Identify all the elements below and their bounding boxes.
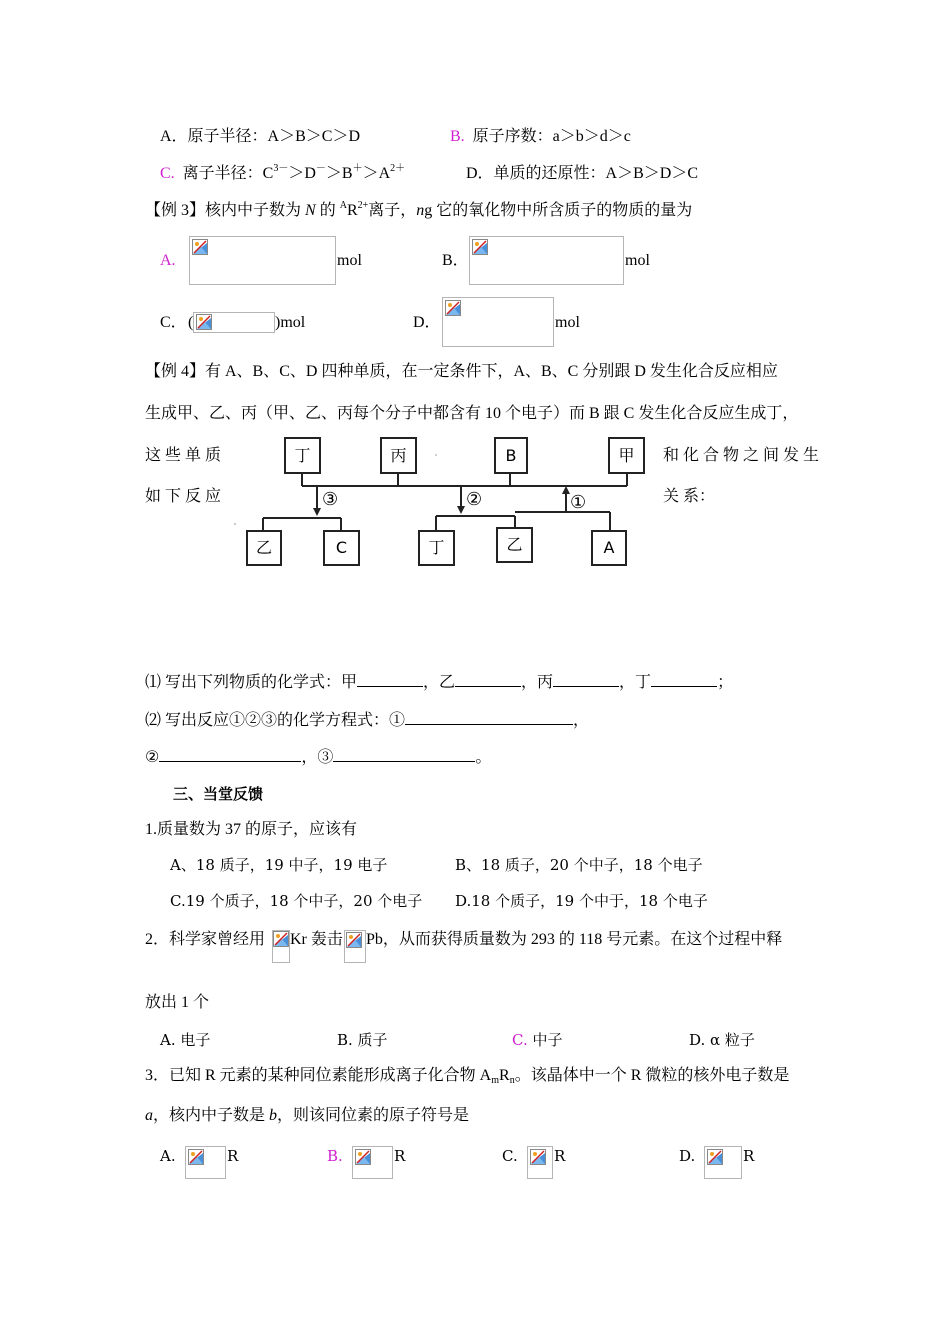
question-text: ，核内中子数是	[153, 1107, 266, 1124]
reaction-label-2: ②	[466, 489, 483, 509]
fb-q2-text-b: Pb，从而获得质量数为 293 的 118 号元素。在这个过程中释	[366, 931, 783, 948]
fb-q1-option-b: B、18 质子，20 个中子，18 个电子	[455, 856, 703, 874]
question-text: ，丙	[521, 674, 554, 691]
diagram-box-b: B	[494, 437, 528, 474]
option-text: ＞B	[325, 165, 353, 182]
option-text: 中子	[532, 1031, 563, 1049]
fb-q2-option-c	[512, 1030, 563, 1050]
question-text: ②	[145, 749, 160, 766]
answer-blank[interactable]	[333, 747, 475, 762]
example-label: 【例 3】	[145, 202, 206, 219]
fb-q3-option-c-symbol: R	[554, 1147, 566, 1165]
ex4-q1	[145, 672, 733, 693]
ex3-option-a-unit: mol	[337, 252, 362, 269]
superscript: 2+	[357, 200, 369, 211]
fb-q2-text-kr: Kr 轰击	[290, 931, 343, 948]
option-text: 离子半径：C	[182, 165, 274, 182]
question-text: 3．已知 R 元素的某种同位素能形成离子化合物 A	[145, 1067, 492, 1084]
answer-blank[interactable]	[159, 747, 301, 762]
question-text: ，则该同位素的原子符号是	[277, 1107, 470, 1124]
fb-q3-option-a-symbol: R	[227, 1147, 239, 1165]
diagram-box-jia: 甲	[608, 437, 645, 474]
fb-q2-option-a: A. 电子	[160, 1031, 211, 1049]
answer-blank[interactable]	[455, 672, 521, 687]
element-symbol: R	[499, 1067, 510, 1084]
answer-blank[interactable]	[651, 672, 717, 687]
ex4-q3	[145, 747, 491, 768]
question-text: ，乙	[423, 674, 456, 691]
fb-q1-option-d: D.18 个质子，19 个中于，18 个电子	[455, 892, 708, 910]
fb-q3-option-d-symbol: R	[743, 1147, 755, 1165]
answer-blank[interactable]	[405, 710, 573, 725]
element-symbol: R	[346, 202, 358, 219]
subscript: m	[491, 1075, 500, 1086]
broken-image-icon	[352, 1146, 393, 1179]
reaction-label-3: ③	[322, 489, 339, 509]
ex3-option-c-open: (	[188, 314, 194, 331]
ex3-option-b-unit: mol	[625, 252, 650, 269]
superscript: ＋	[352, 163, 363, 174]
fb-q2-line-2: 放出 1 个	[145, 994, 210, 1011]
variable-b: b	[269, 1107, 278, 1124]
question-text: 。该晶体中一个 R 微粒的核外电子数是	[514, 1067, 790, 1084]
ex3-option-a-letter: A.	[160, 252, 176, 269]
fb-q1-option-c: C.19 个质子，18 个中子，20 个电子	[170, 892, 423, 910]
fb-q2-option-b: B. 质子	[337, 1031, 388, 1049]
fb-q3-option-c-letter: C.	[502, 1147, 518, 1165]
diagram-box-yi-right: 乙	[496, 527, 533, 563]
answer-blank[interactable]	[357, 672, 423, 687]
variable-a: a	[145, 1107, 153, 1124]
broken-image-icon	[272, 930, 290, 963]
ex4-line-1: 【例 4】有 A、B、C、D 四种单质，在一定条件下，A、B、C 分别跟 D 发生化合反应相应	[145, 363, 778, 380]
fb-q2-text-a: 2．科学家曾经用	[145, 931, 266, 948]
question-text: ；	[717, 674, 734, 691]
diagram-box-c: C	[323, 530, 360, 566]
broken-image-icon	[704, 1146, 742, 1179]
question-text: ，	[573, 712, 590, 729]
reaction-label-1: ①	[570, 492, 587, 512]
variable-n: n	[416, 202, 425, 219]
diagram-box-ding-bottom: 丁	[418, 530, 455, 566]
ex4-line-2: 生成甲、乙、丙（甲、乙、丙每个分子中都含有 10 个电子）而 B 跟 C 发生化合反应生成丁，	[145, 405, 799, 422]
ex4-right-top: 和 化 合 物 之 间 发 生	[663, 447, 820, 464]
fb-q3-option-a-letter: A.	[160, 1147, 176, 1165]
ex3-option-c-letter: C．	[160, 314, 187, 331]
ex4-left-bottom: 如 下 反 应	[145, 488, 222, 505]
fb-q3-option-d-letter: D.	[679, 1147, 696, 1165]
diagram-box-yi-left: 乙	[246, 530, 282, 566]
diagram-lines	[0, 0, 950, 600]
question-text: 。	[475, 749, 492, 766]
question-text: ⑴ 写出下列物质的化学式：甲	[145, 674, 358, 691]
option-text: 原子序数：a＞b＞d＞c	[472, 128, 631, 145]
fb-q1-option-a: A、18 质子，19 中子，19 电子	[170, 856, 388, 874]
broken-image-icon	[344, 930, 366, 963]
question-text: 离子，	[368, 202, 417, 219]
ex4-right-bottom: 关 系：	[663, 488, 716, 505]
superscript: 2＋	[390, 163, 406, 174]
diagram-box-a: A	[591, 530, 627, 566]
option-text: ＞A	[362, 165, 391, 182]
ex3-option-d-unit: mol	[555, 314, 580, 331]
question-text: ⑵ 写出反应①②③的化学方程式：①	[145, 712, 406, 729]
question-text: 的	[319, 202, 340, 219]
superscript: 3－	[273, 163, 289, 174]
option-letter: C.	[512, 1031, 528, 1049]
subscript: n	[509, 1075, 515, 1086]
option-text: ＞D	[288, 165, 316, 182]
option-letter: B.	[450, 128, 465, 145]
ex3-option-d-letter: D．	[413, 314, 441, 331]
ex3-option-b-letter: B．	[442, 252, 469, 269]
fb-q3-line-1	[145, 1066, 789, 1086]
question-text: ，③	[301, 749, 334, 766]
broken-image-icon	[185, 1146, 226, 1179]
broken-image-icon	[527, 1146, 553, 1179]
option-letter: C.	[160, 165, 175, 182]
ex3-option-c-close: )mol	[275, 314, 306, 331]
superscript: －	[315, 163, 326, 174]
superscript: A	[339, 200, 347, 211]
diagram-box-ding-top: 丁	[284, 437, 321, 474]
fb-q2-option-d: D. α 粒子	[689, 1031, 755, 1049]
ex4-q2	[145, 710, 589, 731]
variable-n: N	[305, 202, 316, 219]
answer-blank[interactable]	[553, 672, 619, 687]
question-text: ，丁	[619, 674, 652, 691]
ex4-left-top: 这 些 单 质	[145, 447, 222, 464]
question-text: 核内中子数为	[205, 202, 302, 219]
section-heading: 三、当堂反馈	[173, 785, 264, 803]
fb-q3-option-b-symbol: R	[394, 1147, 406, 1165]
ex2-option-a: A．原子半径：A＞B＞C＞D	[160, 128, 361, 145]
question-text: g 它的氧化物中所含质子的物质的量为	[424, 202, 693, 219]
ex2-option-d: D．单质的还原性：A＞B＞D＞C	[466, 165, 699, 182]
fb-q3-option-b-letter: B.	[327, 1147, 343, 1165]
fb-q3-line-2	[145, 1106, 469, 1126]
diagram-box-bing: 丙	[380, 437, 417, 474]
fb-q1: 1.质量数为 37 的原子，应该有	[145, 821, 358, 838]
